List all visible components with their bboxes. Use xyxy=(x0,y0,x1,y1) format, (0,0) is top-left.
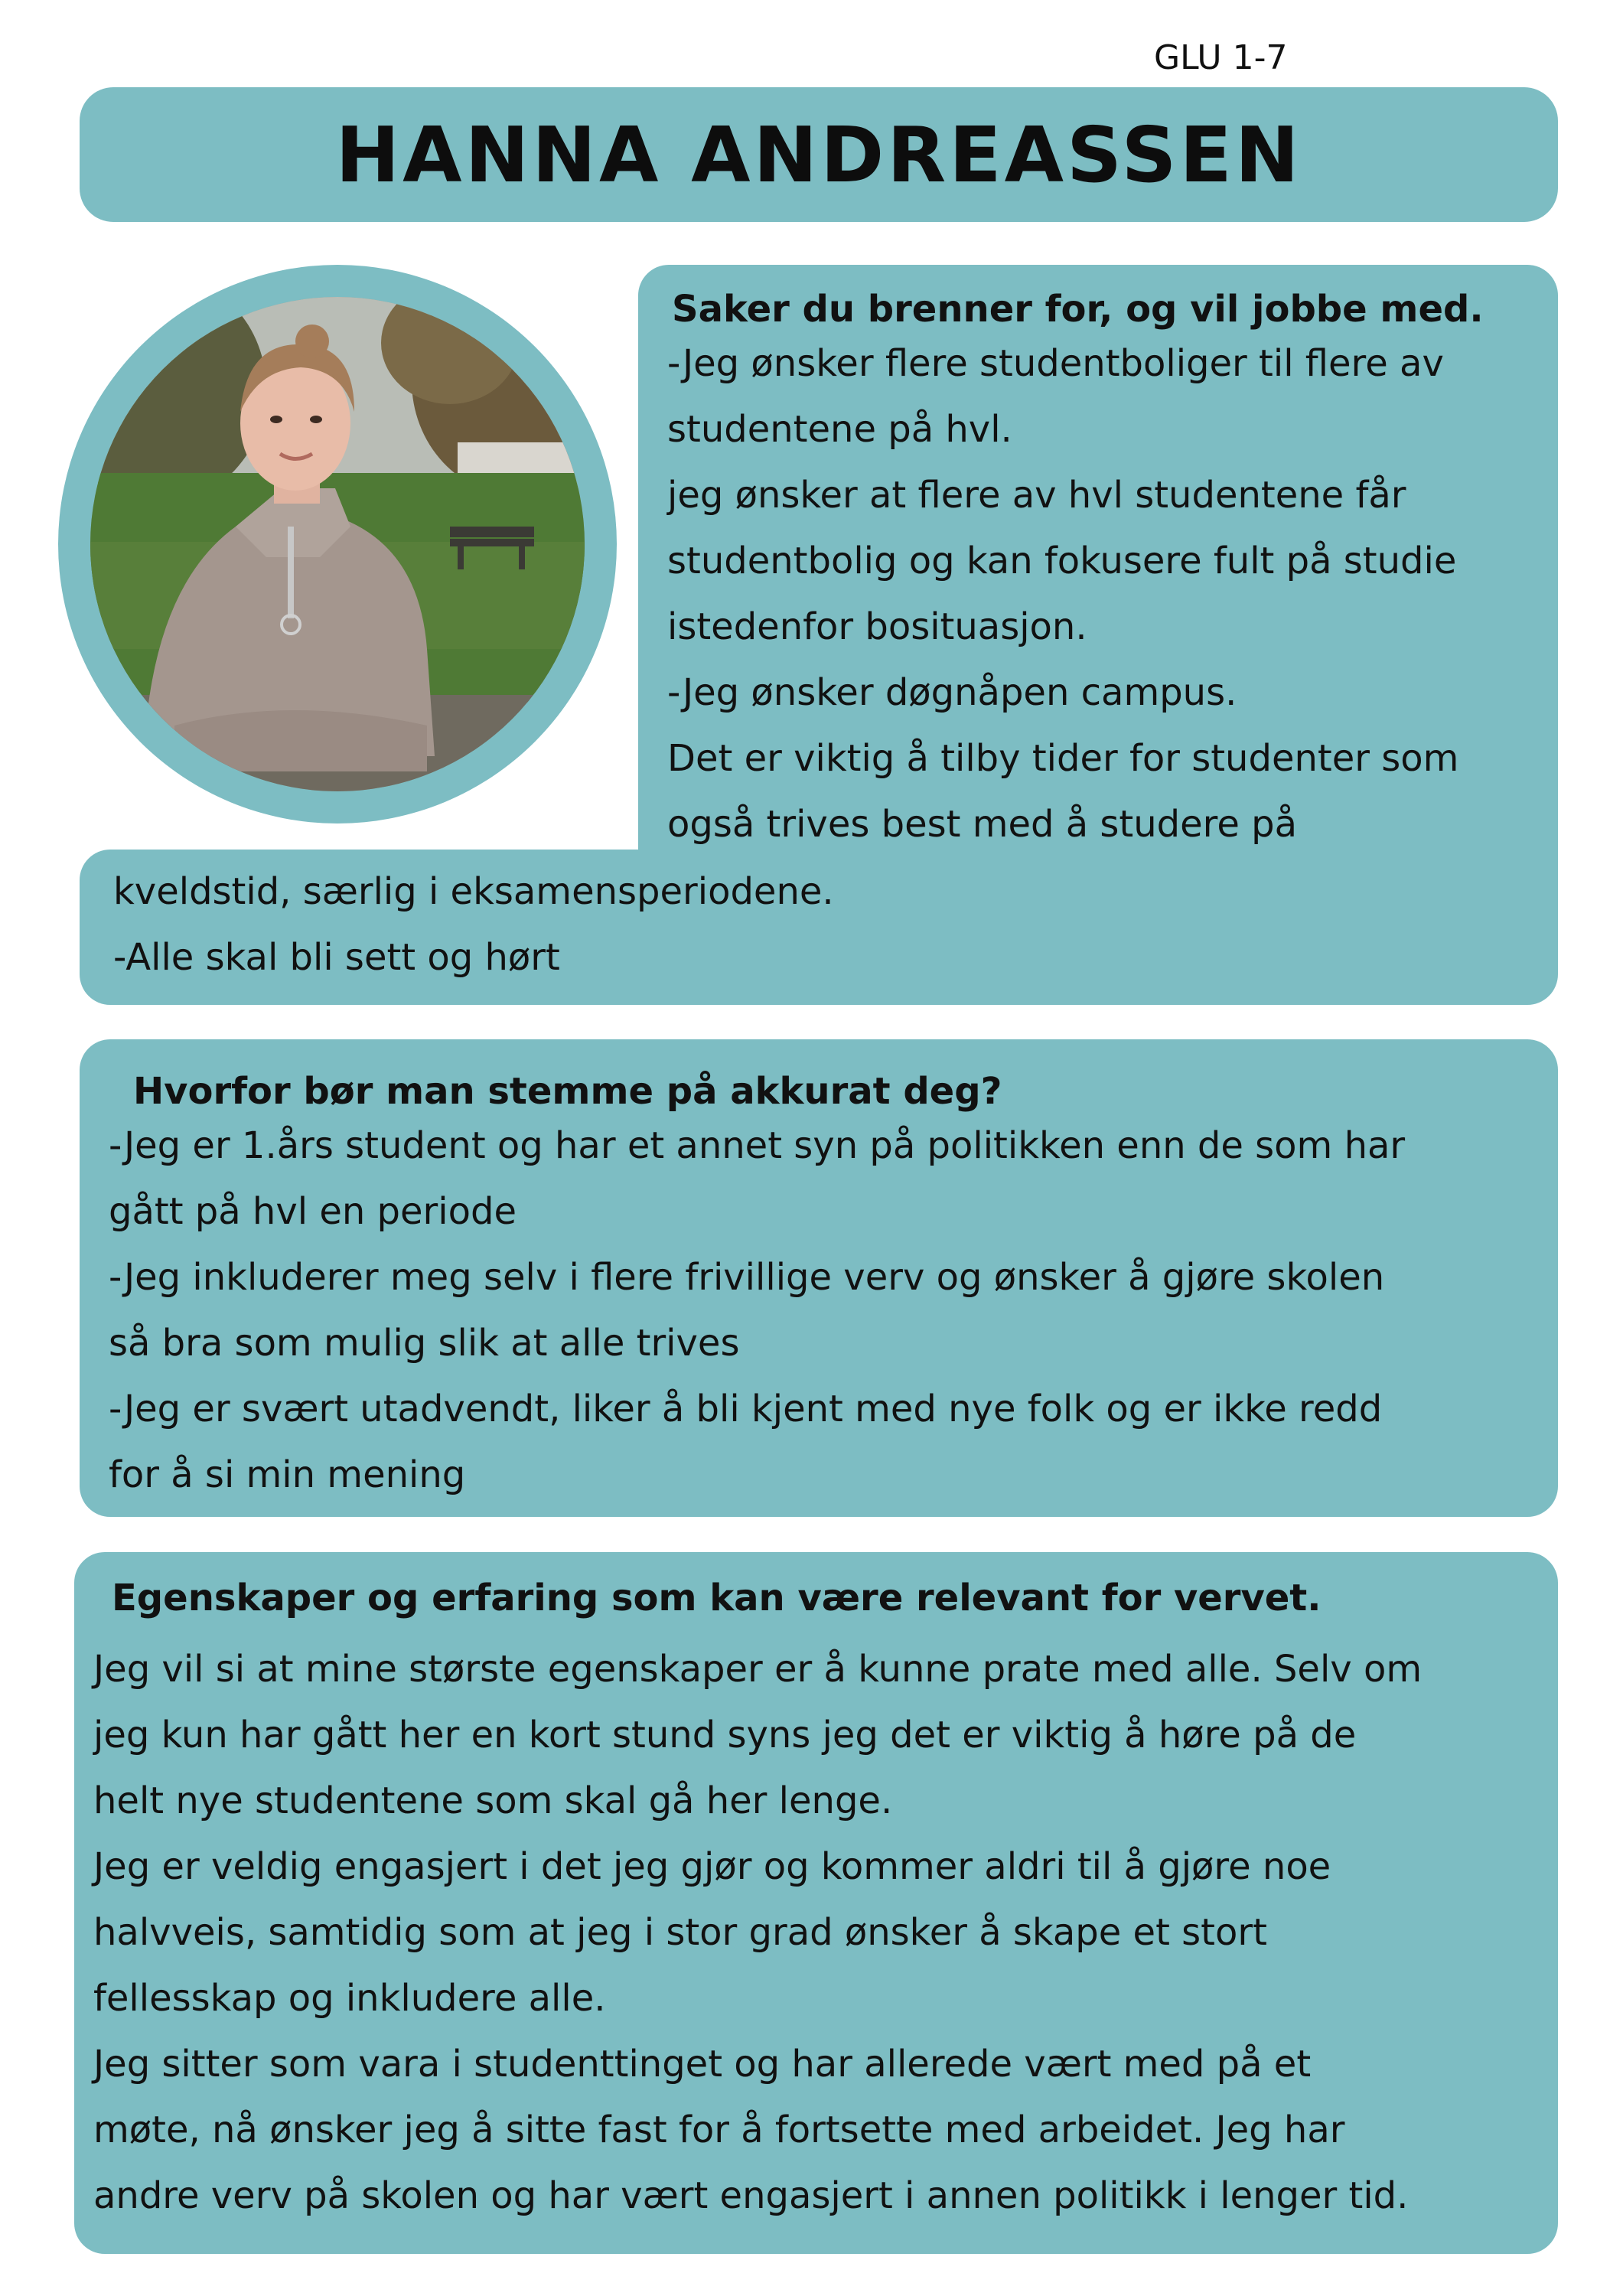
section2-line: gått på hvl en periode xyxy=(109,1190,517,1233)
section2-line: for å si min mening xyxy=(109,1453,466,1496)
candidate-name: HANNA ANDREASSEN xyxy=(335,109,1302,200)
section1-line: Det er viktig å tilby tider for studenter som xyxy=(667,737,1459,780)
section3-line: Jeg er veldig engasjert i det jeg gjør og kommer aldri til å gjøre noe xyxy=(93,1845,1331,1888)
section1-line: istedenfor bosituasjon. xyxy=(667,605,1087,648)
section2-line: -Jeg er svært utadvendt, liker å bli kjent med nye folk og er ikke redd xyxy=(109,1388,1383,1430)
section1-line: også trives best med å studere på xyxy=(667,803,1297,846)
section1-line: -Alle skal bli sett og hørt xyxy=(113,936,560,979)
section1-line: kveldstid, særlig i eksamensperiodene. xyxy=(113,870,834,913)
section3-line: helt nye studentene som skal gå her lenge. xyxy=(93,1779,893,1822)
section3-line: fellesskap og inkludere alle. xyxy=(93,1977,606,2020)
title-banner xyxy=(80,87,1558,222)
portrait-illustration xyxy=(90,297,585,791)
section1-line: studentene på hvl. xyxy=(667,408,1012,451)
section3-line: Jeg sitter som vara i studenttinget og har allerede vært med på et xyxy=(93,2043,1312,2086)
section3-line: andre verv på skolen og har vært engasjert i annen politikk i lenger tid. xyxy=(93,2174,1409,2217)
section2-heading: Hvorfor bør man stemme på akkurat deg? xyxy=(133,1070,1002,1113)
candidate-photo xyxy=(90,297,585,791)
photo-frame xyxy=(58,265,617,823)
section3-line: Jeg vil si at mine største egenskaper er å kunne prate med alle. Selv om xyxy=(93,1648,1423,1691)
section1-line: jeg ønsker at flere av hvl studentene får xyxy=(667,474,1406,517)
section1-line: studentbolig og kan fokusere fult på studie xyxy=(667,540,1457,582)
section1-line: -Jeg ønsker døgnåpen campus. xyxy=(667,671,1237,714)
section1-heading: Saker du brenner for, og vil jobbe med. xyxy=(672,288,1484,331)
section1-line: -Jeg ønsker flere studentboliger til flere av xyxy=(667,342,1444,385)
section2-line: -Jeg inkluderer meg selv i flere frivillige verv og ønsker å gjøre skolen xyxy=(109,1256,1385,1299)
group-tag: GLU 1-7 xyxy=(1154,38,1288,77)
section3-line: halvveis, samtidig som at jeg i stor grad ønsker å skape et stort xyxy=(93,1911,1267,1954)
section3-line: møte, nå ønsker jeg å sitte fast for å fortsette med arbeidet. Jeg har xyxy=(93,2108,1345,2151)
section2-line: -Jeg er 1.års student og har et annet syn på politikken enn de som har xyxy=(109,1124,1406,1167)
section3-line: jeg kun har gått her en kort stund syns jeg det er viktig å høre på de xyxy=(93,1714,1357,1756)
section2-line: så bra som mulig slik at alle trives xyxy=(109,1322,740,1365)
section3-heading: Egenskaper og erfaring som kan være relevant for vervet. xyxy=(112,1577,1322,1619)
